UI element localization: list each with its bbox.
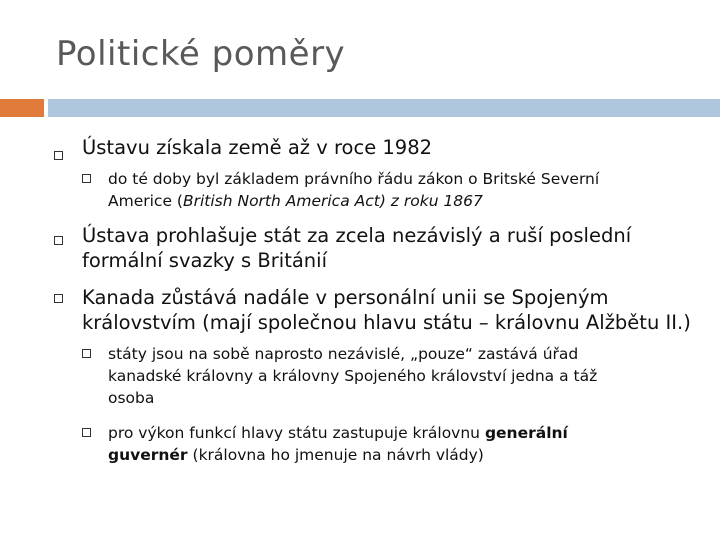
bullet-text: Ústavu získala země až v roce 1982 [82, 136, 433, 159]
bullet-text: Ústava prohlašuje stát za zcela nezávislý a ruší poslední formální svazky s Británií [82, 224, 632, 272]
bullet-square-icon [54, 151, 63, 160]
sub-bullet-text: pro výkon funkcí hlavy státu zastupuje královnu generální guvernér (královna ho jmenuje na návrh vlády) [108, 424, 568, 464]
sub-bullet-text: státy jsou na sobě naprosto nezávislé, „pouze“ zastává úřad kanadské královny a královny Spojeného království jedna a táž osoba [108, 345, 598, 407]
bullet-text: Kanada zůstává nadále v personální unii se Spojeným královstvím (mají společnou hlavu státu – královnu Alžbětu II.) [82, 286, 691, 334]
bullet-square-icon [54, 236, 63, 245]
sub-bullet-square-icon [82, 174, 91, 183]
bullet-square-icon [54, 294, 63, 303]
page-title: Politické poměry [56, 34, 346, 74]
sub-bullet-square-icon [82, 349, 91, 358]
sub-bullet-text: do té doby byl základem právního řádu zákon o Britské Severní Americe (British North America Act) z roku 1867 [108, 170, 600, 210]
sub-bullet-square-icon [82, 428, 91, 437]
